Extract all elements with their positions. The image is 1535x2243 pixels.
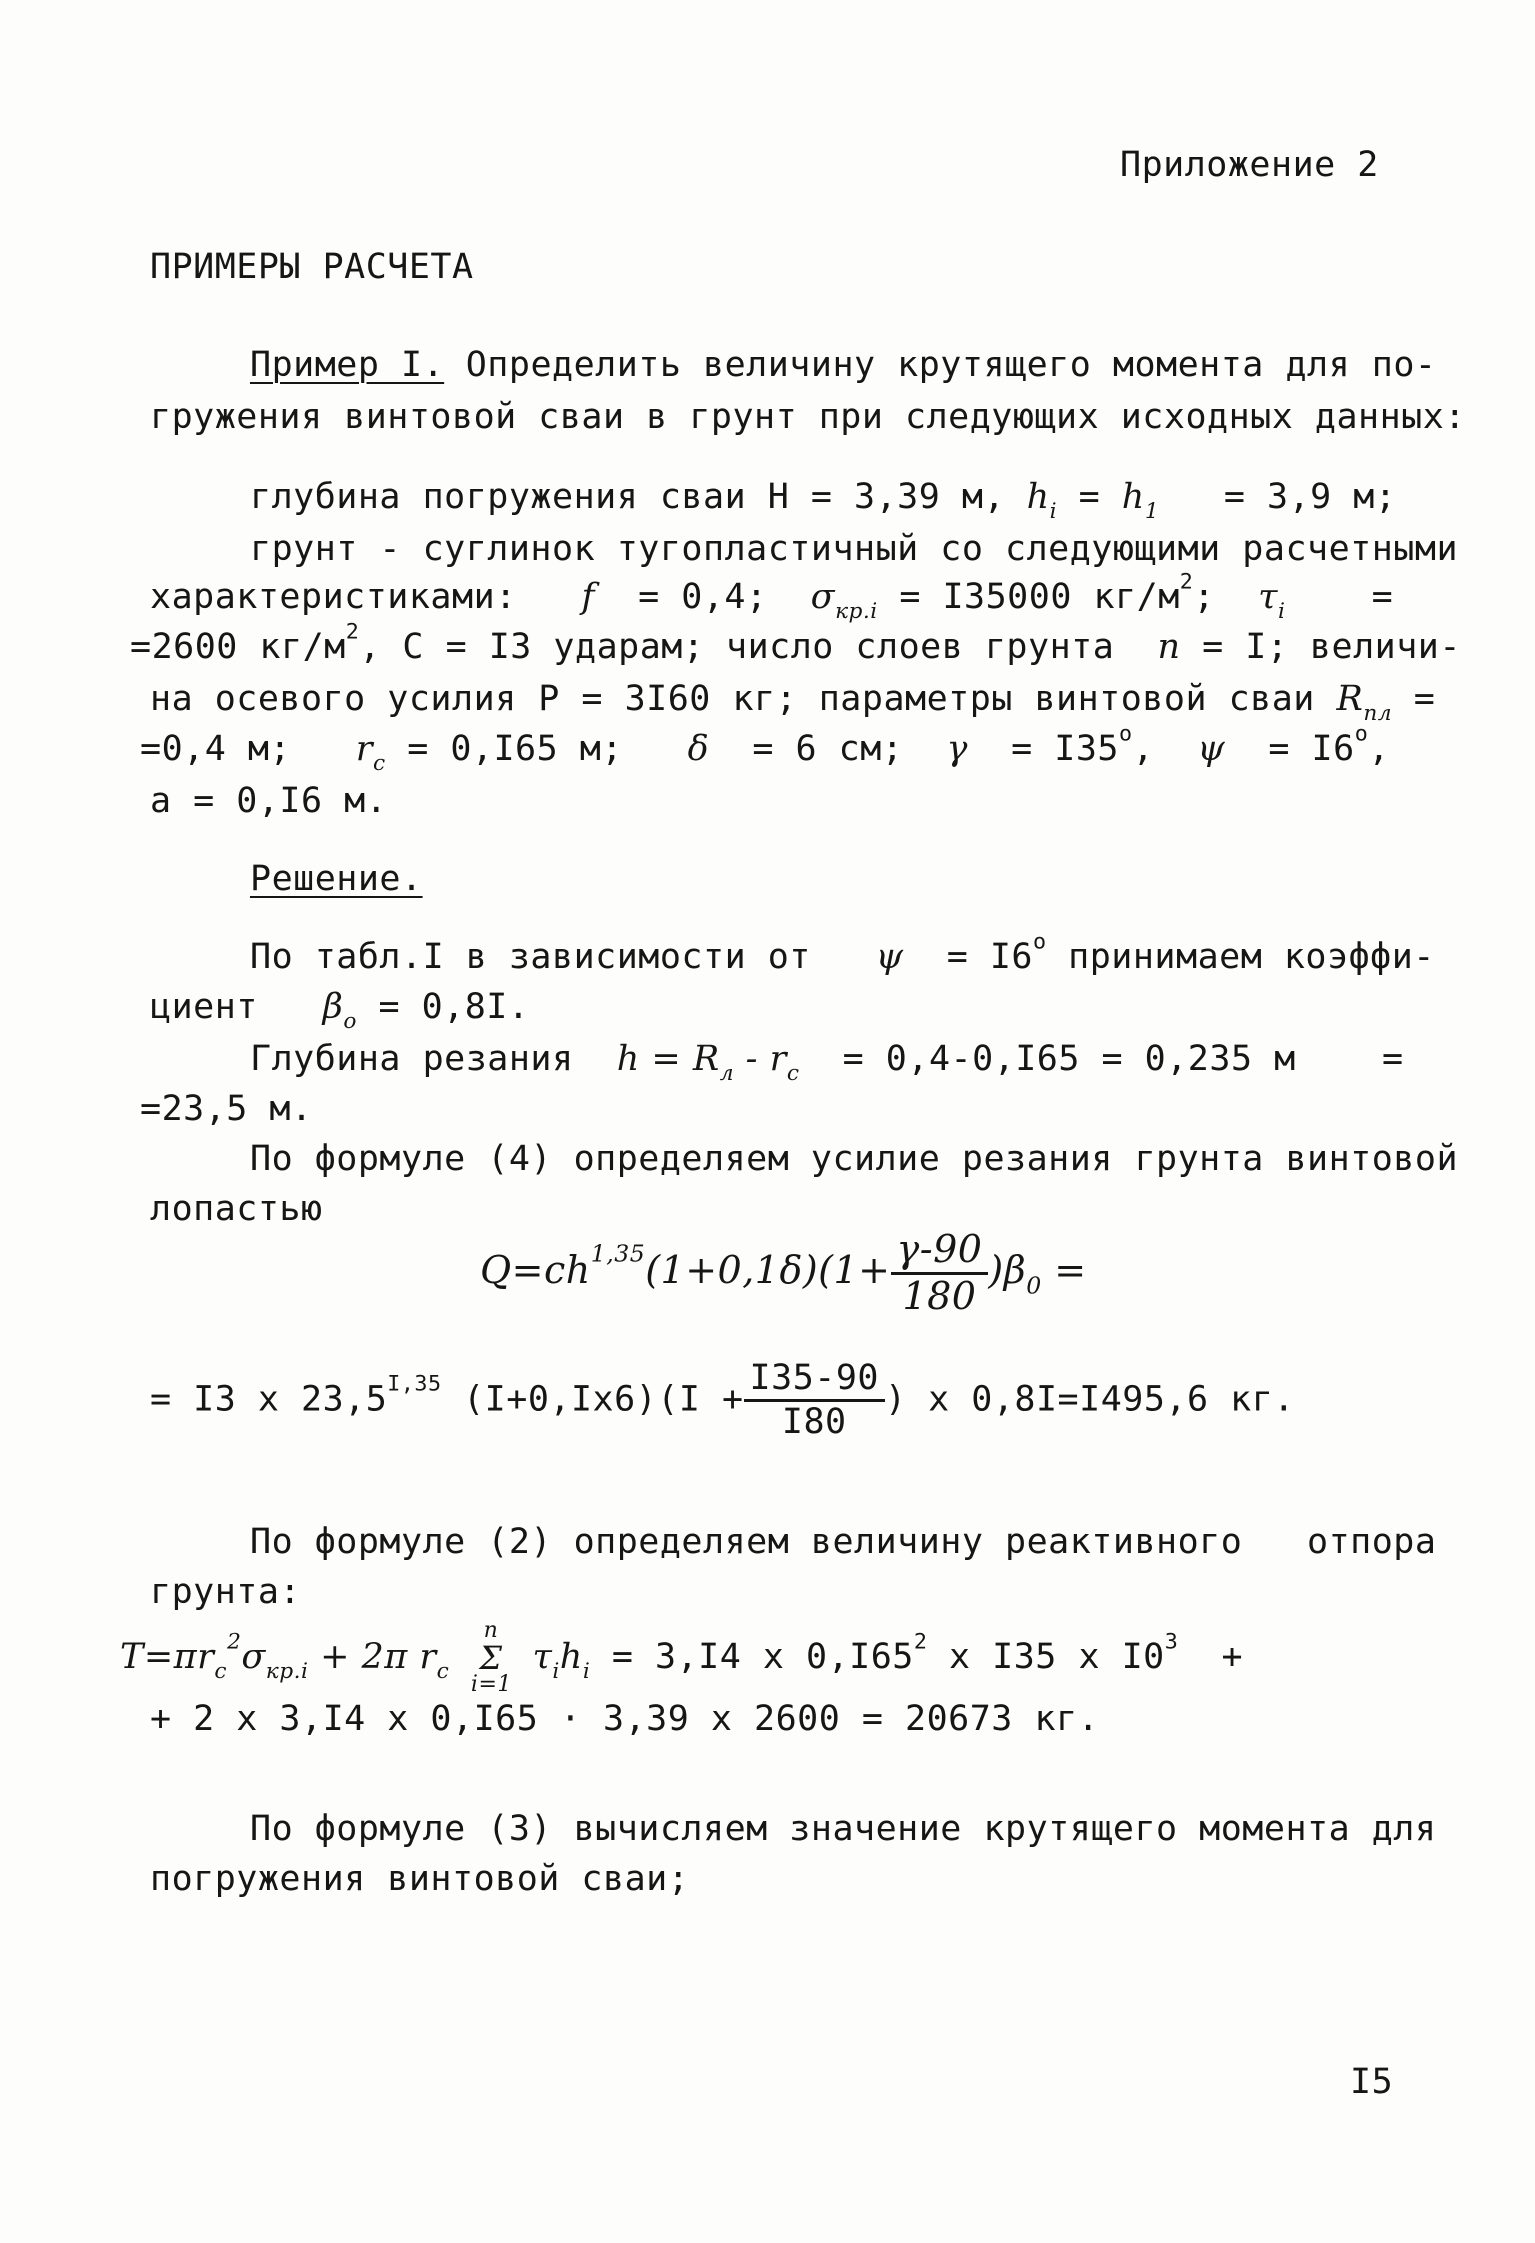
solution-react-line-2: грунта: xyxy=(150,1572,302,1612)
solution-cut-result: =23,5 м. xyxy=(140,1089,313,1129)
example-label: Пример I. xyxy=(250,345,445,385)
section-title: ПРИМЕРЫ РАСЧЕТА xyxy=(150,247,474,287)
formula-Q-fraction: $\frac{\gamma-90}{180}$ xyxy=(891,1230,989,1317)
givens-line-3: характеристиками: f = 0,4; $\sigma_{кр.i} = I35000$ $кг/м^2$; $\tau_i$ = xyxy=(150,569,1394,624)
formula-Q: Q=ch$^{1,35}$(1+0,1δ)(1+ $\frac{\gamma-90}{180}$ )$\beta_0$ = xyxy=(480,1227,1087,1318)
example-task-line-2: гружения винтовой сваи в грунт при следующих исходных данных: xyxy=(150,397,1466,437)
givens-line-5: на осевого усилия Р = 3I60 кг; параметры винтовой сваи $R_{пл}$ = xyxy=(150,679,1436,726)
page-number: I5 xyxy=(1350,2062,1394,2102)
givens-line-1: глубина погружения сваи Н = 3,39 м, $h_i = h_1$ = 3,9 м; xyxy=(250,477,1397,524)
givens-line-7: а = 0,I6 м. xyxy=(150,781,388,821)
solution-cut-line: Глубина резания $h = R_л - r_c = 0,4-0,I65 = 0,235$ м = xyxy=(250,1039,1404,1086)
solution-coef-line: циент $\beta_o = 0,8I$. xyxy=(150,987,530,1034)
formula-T: $T=\pi r_c^2\sigma_{кр.i} + 2\pi$ $r_c$ n Σ i=1 $\tau_ih_i = 3,I4$ х $0,I65^2$ х I35 х $I0^3$ + xyxy=(120,1618,1244,1697)
calc-fraction: $\frac{I35-90}{I80}$ xyxy=(744,1360,885,1441)
solution-table-line: По табл.I в зависимости от $\psi = I6^o$ принимаем коэффи- xyxy=(250,929,1435,977)
givens-line-2: грунт - суглинок тугопластичный со следующими расчетными xyxy=(250,529,1459,569)
solution-react-line-1: По формуле (2) определяем величину реактивного отпора xyxy=(250,1522,1437,1562)
givens-line-4: =2600 $кг/м^2$, С = I3 ударам; число слоев грунта n = I; величи- xyxy=(130,619,1461,667)
formula-Q-calculation: = I3 х $23,5^{I,35}$ (I+0,Iх6)(I + $\frac{I35-90}{I80}$ ) х 0,8I=I495,6 кг. xyxy=(150,1358,1295,1442)
givens-line-6: =0,4 м; $r_c = 0,I65$ м; δ = 6 см; $\gamma = I35^o$, $\psi = I6^o$, xyxy=(140,721,1390,776)
example-task-line-1: Пример I. Определить величину крутящего момента для по- xyxy=(250,345,1437,385)
formula-T-line-2: + 2 х 3,I4 х 0,I65 · 3,39 х 2600 = 20673 кг. xyxy=(150,1699,1100,1739)
solution-heading: Решение. xyxy=(250,859,423,899)
solution-force-line-1: По формуле (4) определяем усилие резания грунта винтовой xyxy=(250,1139,1459,1179)
sum-symbol: n Σ i=1 xyxy=(470,1618,512,1697)
appendix-label: Приложение 2 xyxy=(1120,145,1379,185)
solution-force-line-2: лопастью xyxy=(150,1189,323,1229)
solution-moment-line-1: По формуле (3) вычисляем значение крутящего момента для xyxy=(250,1809,1437,1849)
solution-moment-line-2: погружения винтовой сваи; xyxy=(150,1859,690,1899)
